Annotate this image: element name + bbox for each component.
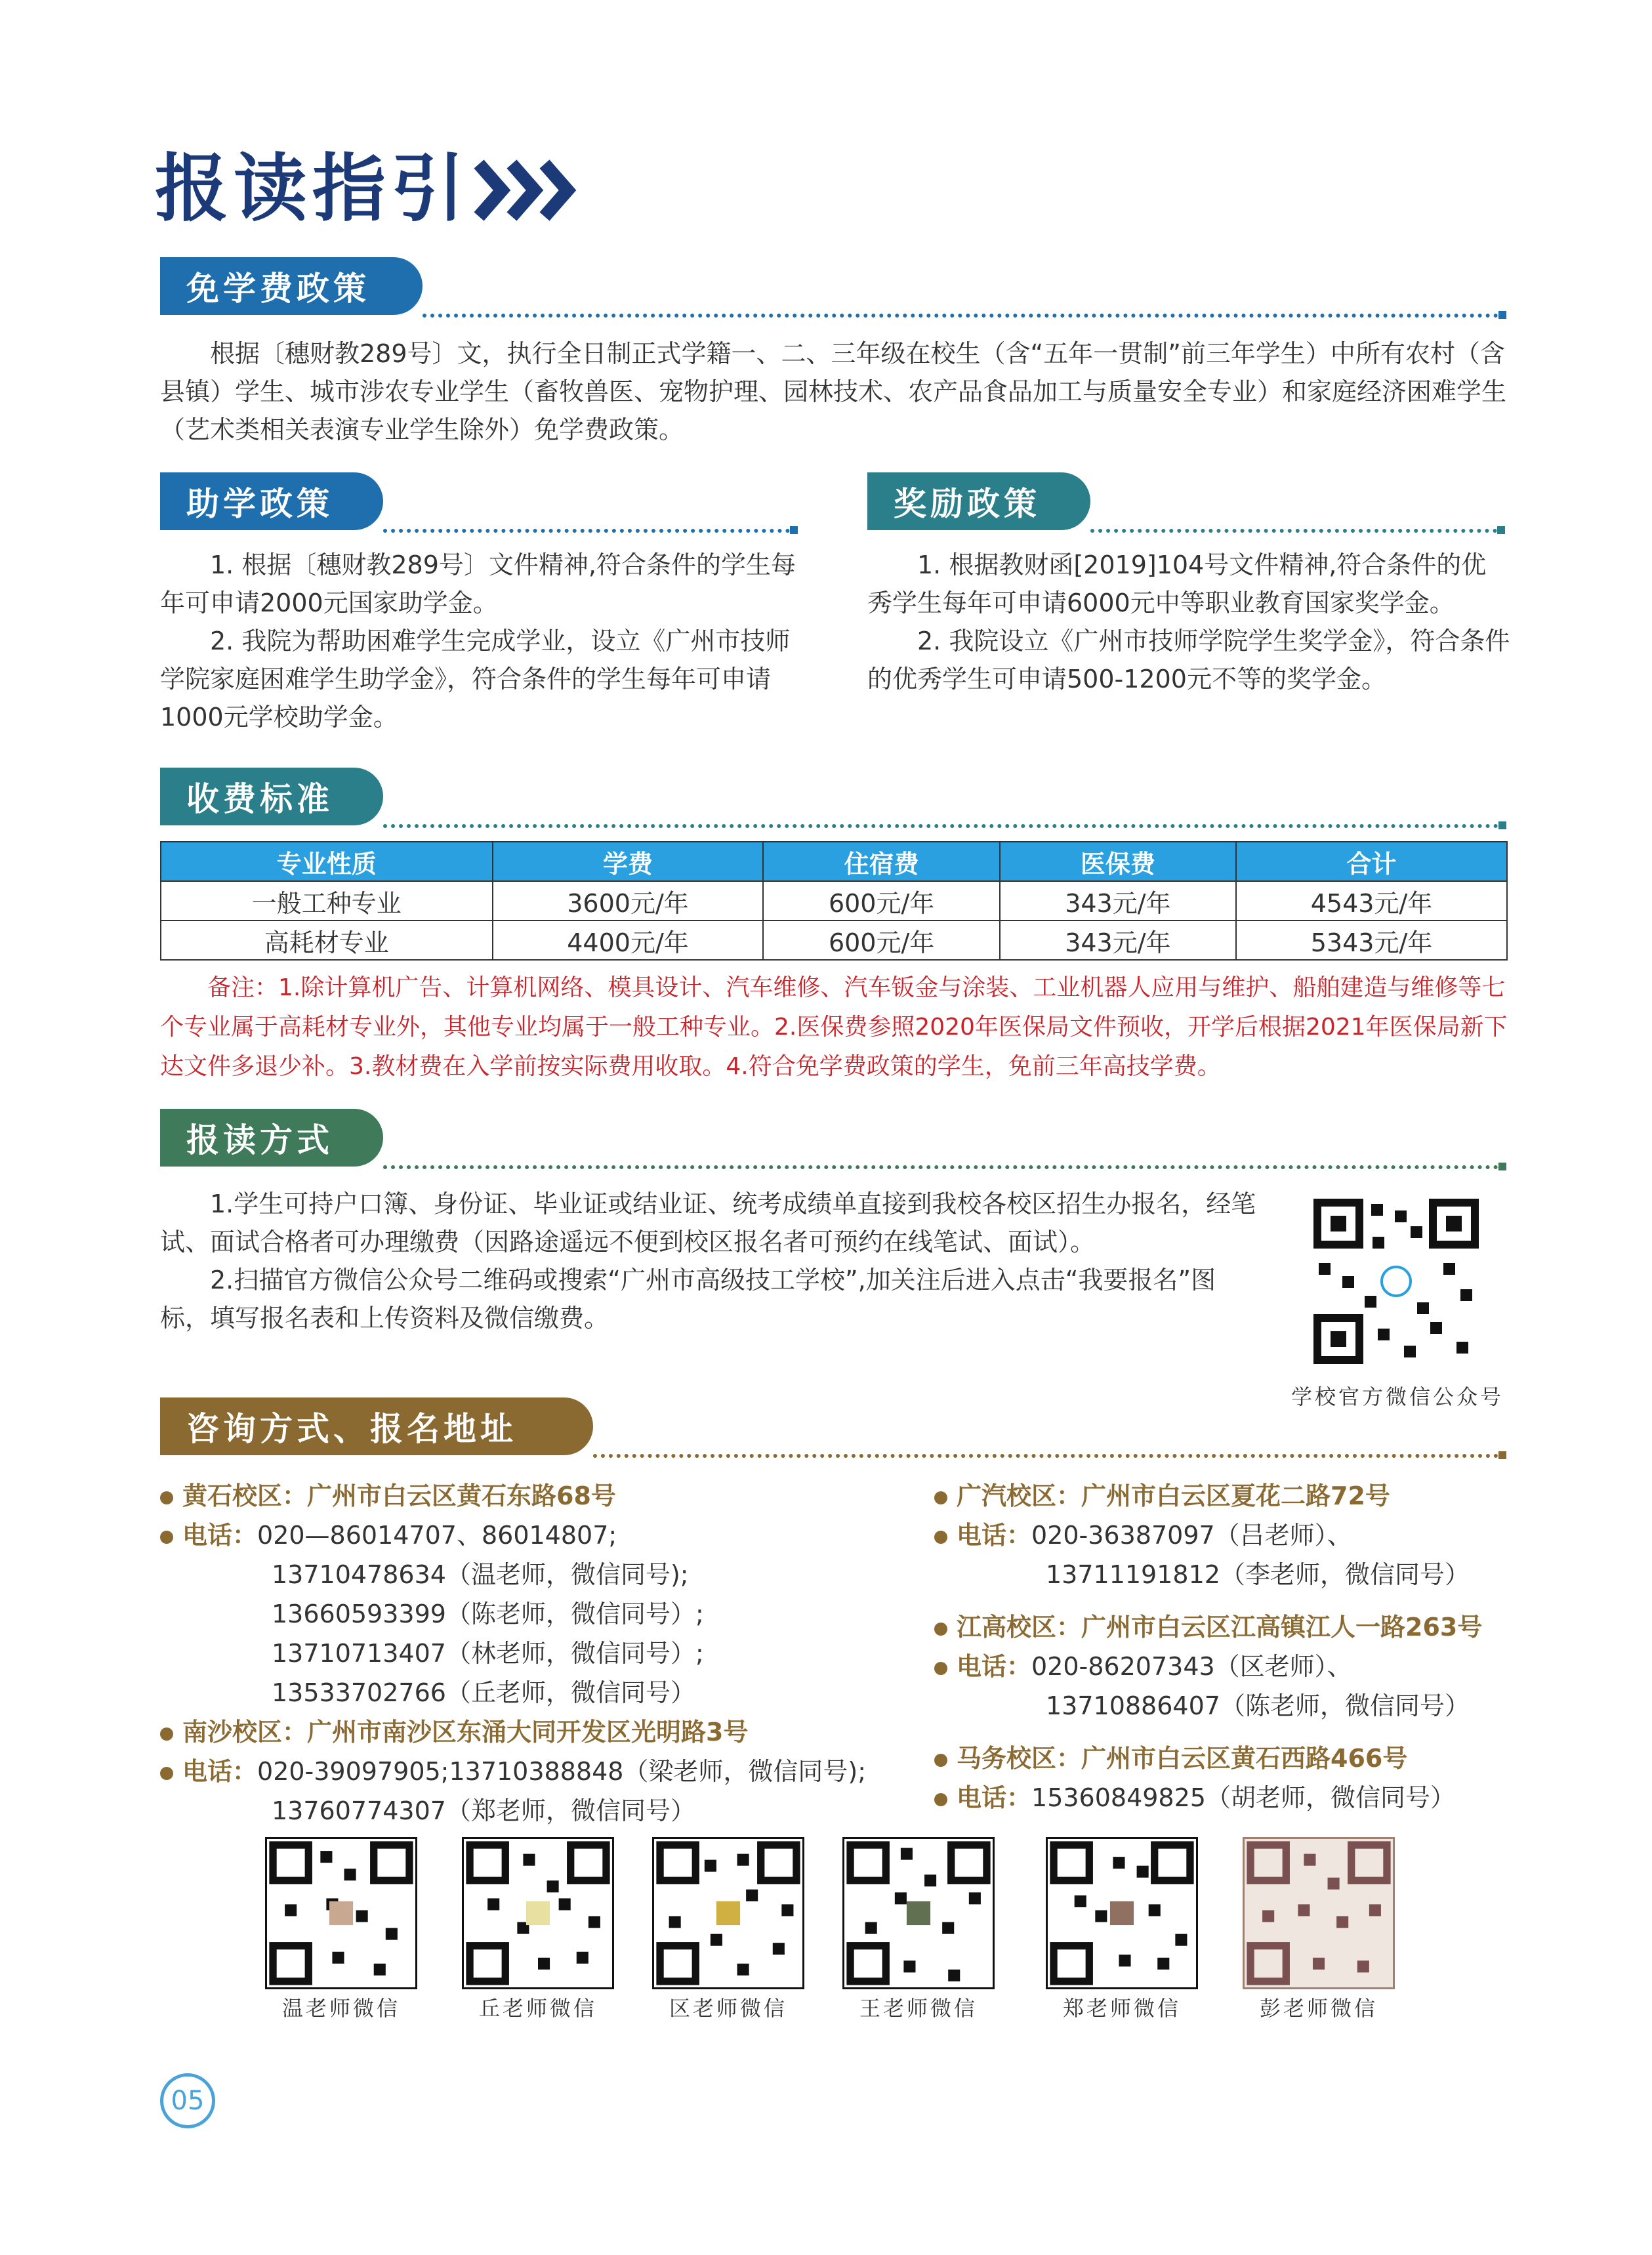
fee-note: 备注：1.除计算机广告、计算机网络、模具设计、汽车维修、汽车钣金与涂装、工业机器人应用与维护、船舶建造与维修等七个专业属于高耗材专业外，其他专业均属于一般工种专业。2.医保费参照2020年医保局文件预收，开学后根据2021年医保局新下达文件多退少补。3.教材费在入学前按实际费用收取。4.符合免学费政策的学生，免前三年高技学费。: [160, 974, 1508, 1080]
phone-label: 电话：: [957, 1652, 1032, 1681]
phone-row: [934, 1516, 1512, 1555]
divider-end: [1498, 1451, 1506, 1459]
divider-end: [1498, 311, 1506, 319]
fee-cell: 高耗材专业: [161, 921, 493, 960]
bullet-icon: [934, 1491, 947, 1504]
fee-cell: 343元/年: [1000, 921, 1236, 960]
fee-cell: 一般工种专业: [161, 881, 493, 921]
qr-caption: 温老师微信: [281, 1996, 400, 2021]
fee-cell: 3600元/年: [493, 881, 764, 921]
campus-label: 南沙校区：: [182, 1718, 308, 1747]
qr-caption: 郑老师微信: [1062, 1996, 1181, 2021]
bullet-icon: [160, 1767, 173, 1780]
campus-address: 广州市白云区黄石西路466号: [1081, 1744, 1408, 1773]
teacher-qr-wen[interactable]: [243, 1837, 440, 2022]
campus-label: 黄石校区：: [182, 1481, 308, 1510]
teacher-qr-qiu[interactable]: [440, 1837, 636, 2022]
section-heading-tuition-free: 免学费政策: [160, 257, 423, 315]
teacher-qr-ou[interactable]: [630, 1837, 827, 2022]
aid-text: [160, 546, 796, 736]
aid-p2: 2. 我院为帮助困难学生完成学业，设立《广州市技师学院家庭困难学生助学金》，符合条件的学生每年可申请1000元学校助学金。: [160, 627, 791, 732]
phone-number: 13710713407（林老师，微信同号）;: [272, 1639, 704, 1668]
phone-number: 13533702766（丘老师，微信同号）: [272, 1678, 695, 1707]
fee-cell: 5343元/年: [1236, 921, 1507, 960]
phone-row: [934, 1778, 1512, 1817]
bullet-icon: [934, 1662, 947, 1675]
phone-number: 13710478634（温老师，微信同号);: [272, 1560, 689, 1589]
phone-row: [160, 1516, 934, 1555]
section-heading-enroll: 报读方式: [160, 1109, 383, 1167]
enroll-text: [160, 1185, 1262, 1337]
fee-cell: 4400元/年: [493, 921, 764, 960]
teacher-qr-peng[interactable]: [1220, 1837, 1417, 2022]
qr-code-icon: [265, 1837, 417, 1989]
contact-right: [934, 1476, 1512, 1817]
phone-number: 13711191812（李老师，微信同号）: [1046, 1560, 1470, 1589]
qr-code-icon: [842, 1837, 995, 1989]
phone-label: 电话：: [182, 1521, 258, 1550]
section-heading-award: 奖励政策: [867, 472, 1090, 530]
fee-col-header: 医保费: [1000, 842, 1236, 881]
campus-address: 广州市南沙区东涌大同开发区光明路3号: [307, 1718, 749, 1747]
page-number: 05: [160, 2073, 215, 2128]
phone-number: 020-86207343（区老师）、: [1031, 1652, 1352, 1681]
bullet-icon: [934, 1754, 947, 1767]
phone-number: 020-39097905;13710388848（梁老师，微信同号);: [257, 1757, 867, 1786]
award-p2: 2. 我院设立《广州市技师学院学生奖学金》，符合条件的优秀学生可申请500-1200元不等的奖学金。: [867, 627, 1510, 693]
phone-number: 13760774307（郑老师，微信同号）: [272, 1796, 695, 1825]
phone-number: 13660593399（陈老师，微信同号）;: [272, 1600, 704, 1628]
table-row: [161, 921, 1507, 960]
qr-code-icon: [462, 1837, 614, 1989]
contact-left: [160, 1476, 934, 1831]
enroll-p1: 1.学生可持户口簿、身份证、毕业证或结业证、统考成绩单直接到我校各校区招生办报名，经笔试、面试合格者可办理缴费（因路途遥远不便到校区报名者可预约在线笔试、面试）。: [160, 1190, 1256, 1256]
fee-cell: 600元/年: [763, 921, 999, 960]
teacher-qr-zheng[interactable]: [1023, 1837, 1220, 2022]
divider: [593, 1454, 1498, 1458]
qr-caption: 王老师微信: [859, 1996, 978, 2021]
divider-end: [790, 526, 798, 534]
divider: [383, 824, 1498, 828]
divider: [383, 1165, 1498, 1169]
official-qr-code[interactable]: [1312, 1197, 1480, 1365]
fee-col-header: 住宿费: [763, 842, 999, 881]
bullet-icon: [160, 1727, 173, 1741]
phone-number: 15360849825（胡老师，微信同号）: [1031, 1783, 1455, 1812]
spacer: [934, 1594, 1512, 1607]
table-row: [161, 881, 1507, 921]
chevrons-icon: [472, 154, 584, 226]
bullet-icon: [934, 1531, 947, 1544]
enroll-p2: 2.扫描官方微信公众号二维码或搜索“广州市高级技工学校”,加关注后进入点击“我要报名”图标，填写报名表和上传资料及微信缴费。: [160, 1266, 1216, 1333]
divider-end: [1498, 821, 1506, 829]
teacher-qr-row: [243, 1837, 1489, 2047]
phone-label: 电话：: [957, 1521, 1032, 1550]
award-p1: 1. 根据教财函[2019]104号文件精神,符合条件的优秀学生每年可申请6000元中等职业教育国家奖学金。: [867, 550, 1487, 617]
spacer: [934, 1726, 1512, 1739]
campus-row: [160, 1476, 934, 1516]
phone-row: [934, 1647, 1512, 1686]
aid-p1: 1. 根据〔穗财教289号〕文件精神,符合条件的学生每年可申请2000元国家助学金。: [160, 550, 796, 617]
divider: [423, 314, 1498, 318]
qr-code-icon: [1046, 1837, 1198, 1989]
phone-row: [160, 1752, 934, 1791]
fee-col-header: 专业性质: [161, 842, 493, 881]
fee-cell: 600元/年: [763, 881, 999, 921]
tuition-free-text: 根据〔穗财教289号〕文，执行全日制正式学籍一、二、三年级在校生（含“五年一贯制”前三年学生）中所有农村（含县镇）学生、城市涉农专业学生（畜牧兽医、宠物护理、园林技术、农产品食品加工与质量安全专业）和家庭经济困难学生（艺术类相关表演专业学生除外）免学费政策。: [160, 339, 1507, 444]
bullet-icon: [934, 1793, 947, 1806]
fee-col-header: 合计: [1236, 842, 1507, 881]
section-heading-contact: 咨询方式、报名地址: [160, 1397, 593, 1455]
campus-address: 广州市白云区夏花二路72号: [1081, 1481, 1390, 1510]
fee-table: [160, 841, 1508, 961]
phone-label: 电话：: [182, 1757, 258, 1786]
section-heading-aid: 助学政策: [160, 472, 383, 530]
campus-label: 广汽校区：: [957, 1481, 1082, 1510]
divider-end: [1497, 526, 1505, 534]
qr-caption: 彭老师微信: [1259, 1996, 1378, 2021]
divider: [1090, 529, 1497, 533]
fee-col-header: 学费: [493, 842, 764, 881]
campus-label: 江高校区：: [957, 1613, 1082, 1642]
page-title: 报读指引: [155, 146, 470, 232]
fee-cell: 4543元/年: [1236, 881, 1507, 921]
campus-address: 广州市白云区江高镇江人一路263号: [1081, 1613, 1483, 1642]
phone-number: 020—86014707、86014807;: [257, 1521, 617, 1550]
award-text: [867, 546, 1510, 698]
bullet-icon: [160, 1531, 173, 1544]
bullet-icon: [934, 1623, 947, 1636]
campus-row: [934, 1607, 1512, 1647]
phone-number: 13710886407（陈老师，微信同号）: [1046, 1691, 1470, 1720]
official-qr-caption: 学校官方微信公众号: [1291, 1384, 1504, 1409]
campus-row: [934, 1476, 1512, 1516]
campus-row: [934, 1739, 1512, 1778]
bullet-icon: [160, 1491, 173, 1504]
divider: [383, 529, 790, 533]
campus-row: [160, 1712, 934, 1752]
phone-number: 020-36387097（吕老师）、: [1031, 1521, 1352, 1550]
qr-caption: 区老师微信: [669, 1996, 787, 2021]
qr-code-icon: [1243, 1837, 1395, 1989]
divider-end: [1498, 1163, 1506, 1170]
teacher-qr-wang[interactable]: [820, 1837, 1017, 2022]
qr-caption: 丘老师微信: [478, 1996, 597, 2021]
fee-table-header: [161, 842, 1507, 881]
campus-label: 马务校区：: [957, 1744, 1082, 1773]
qr-code-icon: [652, 1837, 804, 1989]
phone-label: 电话：: [957, 1783, 1032, 1812]
fee-cell: 343元/年: [1000, 881, 1236, 921]
section-heading-fees: 收费标准: [160, 768, 383, 825]
campus-address: 广州市白云区黄石东路68号: [307, 1481, 616, 1510]
